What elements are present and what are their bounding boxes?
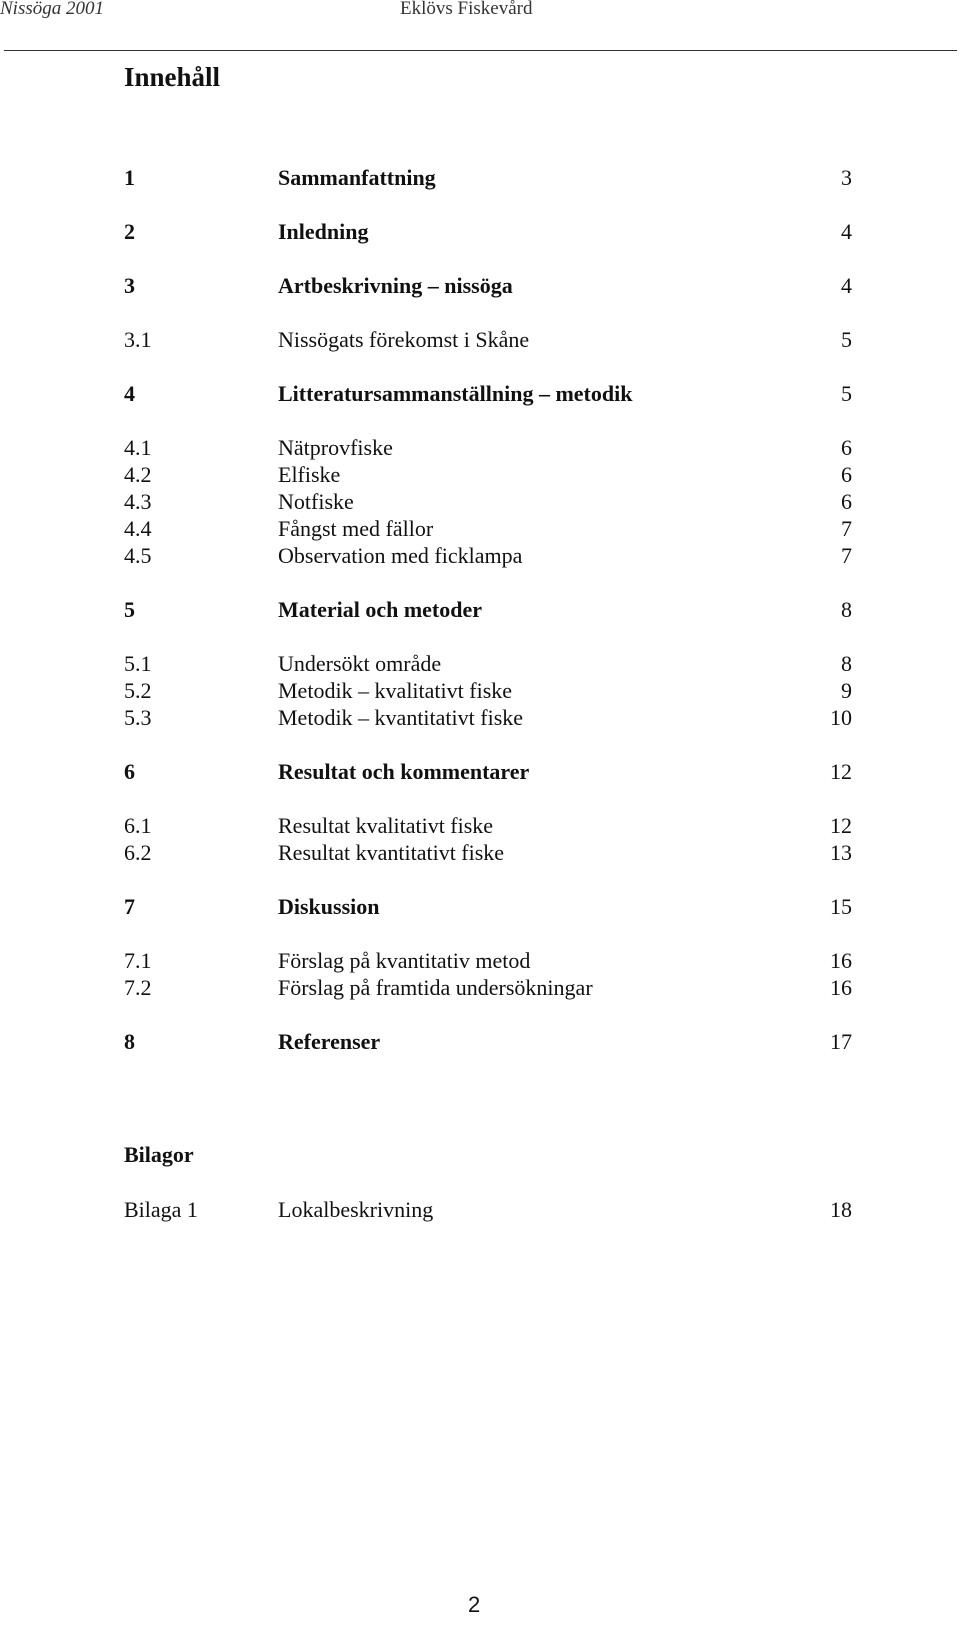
header-center-text: Eklövs Fiskevård xyxy=(400,0,533,19)
toc-entry-title: Elfiske xyxy=(278,462,341,487)
toc-entry-page: 9 xyxy=(841,678,852,703)
toc-entry-page: 16 xyxy=(830,948,852,973)
toc-entry-page: 10 xyxy=(830,705,852,730)
toc-entry xyxy=(124,326,852,354)
toc-entry-page: 4 xyxy=(841,273,852,298)
toc-entry-page: 7 xyxy=(841,543,852,568)
toc-entry-title: Undersökt område xyxy=(278,651,442,676)
toc-entry xyxy=(124,461,852,489)
toc-entry-page: 16 xyxy=(830,975,852,1000)
page-number: 2 xyxy=(468,1592,481,1617)
toc-entry xyxy=(124,812,852,840)
toc-entry xyxy=(124,677,852,705)
toc-entry-page: 12 xyxy=(830,813,852,838)
appendix-entry-title: Lokalbeskrivning xyxy=(278,1197,434,1222)
toc-entry-number: 5.1 xyxy=(124,651,152,676)
toc-entry xyxy=(124,515,852,543)
toc-entry-number: 4.2 xyxy=(124,462,152,487)
toc-entry-number: 4.3 xyxy=(124,489,152,514)
toc-entry-number: 7.1 xyxy=(124,948,152,973)
toc-entry xyxy=(124,974,852,1002)
toc-entry-page: 17 xyxy=(830,1029,852,1054)
toc-entry xyxy=(124,650,852,678)
toc-entry-number: 5.2 xyxy=(124,678,152,703)
header-left-text: Nissöga 2001 xyxy=(0,0,104,19)
toc-entry-title: Resultat kvalitativt fiske xyxy=(278,813,494,838)
toc-entry-number: 3 xyxy=(124,273,135,298)
toc-entry-page: 7 xyxy=(841,516,852,541)
toc-entry-title: Resultat kvantitativt fiske xyxy=(278,840,505,865)
toc-entry-number: 4.4 xyxy=(124,516,152,541)
toc-entry xyxy=(124,1028,852,1056)
toc-entry xyxy=(124,839,852,867)
toc-entry xyxy=(124,272,852,300)
toc-entry-title: Artbeskrivning – nissöga xyxy=(278,273,513,298)
toc-entry-page: 8 xyxy=(841,597,852,622)
toc-entry-title: Metodik – kvantitativt fiske xyxy=(278,705,524,730)
toc-entry-number: 5.3 xyxy=(124,705,152,730)
toc-entry-number: 5 xyxy=(124,597,135,622)
toc-entry xyxy=(124,596,852,624)
toc-entry-title: Inledning xyxy=(278,219,369,244)
toc-entry-title: Diskussion xyxy=(278,894,380,919)
toc-heading: Innehåll xyxy=(124,62,221,92)
toc-entry-number: 6.2 xyxy=(124,840,152,865)
toc-entry-title: Sammanfattning xyxy=(278,165,436,190)
toc-entry-number: 4 xyxy=(124,381,135,406)
toc-entry-title: Förslag på kvantitativ metod xyxy=(278,948,531,973)
toc-entry-number: 6 xyxy=(124,759,135,784)
toc-entry xyxy=(124,164,852,192)
appendix-entry-page: 18 xyxy=(830,1197,852,1222)
toc-entry-number: 4.1 xyxy=(124,435,152,460)
toc-entry-page: 8 xyxy=(841,651,852,676)
toc-entry xyxy=(124,380,852,408)
toc-entry-number: 3.1 xyxy=(124,327,152,352)
appendix-entry xyxy=(124,1196,852,1224)
toc-entry-title: Observation med ficklampa xyxy=(278,543,523,568)
appendix-entry-number: Bilaga 1 xyxy=(124,1197,198,1222)
toc-entry-page: 6 xyxy=(841,462,852,487)
header-rule xyxy=(4,50,957,51)
toc-entry-number: 7.2 xyxy=(124,975,152,1000)
toc-entry-page: 6 xyxy=(841,435,852,460)
toc-entry-page: 4 xyxy=(841,219,852,244)
toc-entry xyxy=(124,218,852,246)
toc-entry-number: 1 xyxy=(124,165,135,190)
toc-entry-title: Nätprovfiske xyxy=(278,435,393,460)
toc-entry-page: 13 xyxy=(830,840,852,865)
toc-entry-page: 15 xyxy=(830,894,852,919)
toc-entry-title: Referenser xyxy=(278,1029,381,1054)
toc-entry-page: 6 xyxy=(841,489,852,514)
toc-entry-page: 5 xyxy=(841,381,852,406)
toc-entry xyxy=(124,488,852,516)
toc-entry-number: 6.1 xyxy=(124,813,152,838)
toc-entry-title: Material och metoder xyxy=(278,597,483,622)
toc-entry-page: 3 xyxy=(841,165,852,190)
toc-entry-title: Resultat och kommentarer xyxy=(278,759,530,784)
toc-entry-number: 2 xyxy=(124,219,135,244)
toc-entry-page: 12 xyxy=(830,759,852,784)
toc-entry-number: 4.5 xyxy=(124,543,152,568)
toc-entry-title: Nissögats förekomst i Skåne xyxy=(278,327,530,352)
toc-entry-page: 5 xyxy=(841,327,852,352)
toc-entry xyxy=(124,704,852,732)
toc-entry-number: 8 xyxy=(124,1029,135,1054)
toc-entry xyxy=(124,434,852,462)
running-header xyxy=(0,0,960,52)
toc-entry xyxy=(124,893,852,921)
toc-entry-title: Litteratursammanställning – metodik xyxy=(278,381,633,406)
toc-entry-title: Notfiske xyxy=(278,489,354,514)
toc-entry xyxy=(124,947,852,975)
toc-entry-number: 7 xyxy=(124,894,135,919)
toc-entry xyxy=(124,758,852,786)
toc-entry-title: Förslag på framtida undersökningar xyxy=(278,975,593,1000)
appendices-heading: Bilagor xyxy=(124,1142,194,1167)
toc-entry xyxy=(124,542,852,570)
toc-entry-title: Fångst med fällor xyxy=(278,516,434,541)
toc-entry-title: Metodik – kvalitativt fiske xyxy=(278,678,513,703)
